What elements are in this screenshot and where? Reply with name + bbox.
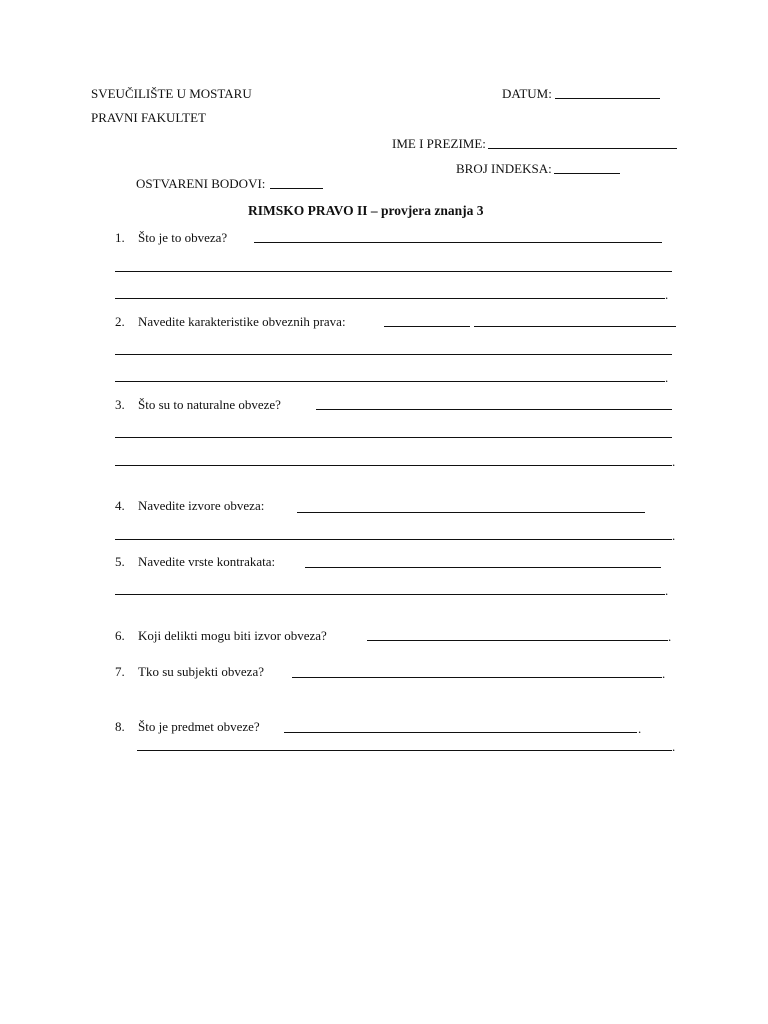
answer-line[interactable] (115, 354, 672, 355)
answer-line[interactable] (316, 409, 672, 410)
university-name: SVEUČILIŠTE U MOSTARU (91, 86, 252, 101)
question-number: 4. (115, 498, 125, 513)
name-field[interactable] (488, 148, 677, 149)
line-period: . (665, 370, 669, 385)
question-text: Tko su subjekti obveza? (138, 664, 264, 679)
date-label: DATUM: (502, 86, 552, 101)
question-text: Koji delikti mogu biti izvor obveza? (138, 628, 327, 643)
line-period: . (665, 583, 669, 598)
question-text: Što je to obveza? (138, 230, 228, 245)
answer-line[interactable] (284, 732, 637, 733)
answer-line[interactable] (115, 437, 672, 438)
question-number: 7. (115, 664, 125, 679)
answer-line[interactable] (474, 326, 676, 327)
question-number: 8. (115, 719, 125, 734)
points-label: OSTVARENI BODOVI: (136, 176, 266, 191)
line-period: . (668, 629, 672, 644)
page-title: RIMSKO PRAVO II – provjera znanja 3 (248, 203, 484, 218)
line-period: . (672, 739, 676, 754)
name-label: IME I PREZIME: (392, 136, 486, 151)
line-period: . (672, 528, 676, 543)
question-number: 5. (115, 554, 125, 569)
question-text: Što su to naturalne obveze? (138, 397, 281, 412)
answer-line[interactable] (292, 677, 662, 678)
answer-line[interactable] (137, 750, 672, 751)
question-number: 6. (115, 628, 125, 643)
index-field[interactable] (554, 173, 620, 174)
question-text: Navedite vrste kontrakata: (138, 554, 276, 569)
answer-line[interactable] (254, 242, 662, 243)
points-field[interactable] (270, 188, 323, 189)
line-period: . (665, 287, 669, 302)
line-period: . (662, 666, 666, 681)
answer-line[interactable] (115, 271, 672, 272)
answer-line[interactable] (115, 539, 672, 540)
date-field[interactable] (555, 98, 660, 99)
question-number: 3. (115, 397, 125, 412)
faculty-name: PRAVNI FAKULTET (91, 110, 206, 125)
answer-line[interactable] (367, 640, 668, 641)
question-text: Što je predmet obveze? (138, 719, 260, 734)
answer-line[interactable] (115, 298, 665, 299)
answer-line[interactable] (297, 512, 645, 513)
question-text: Navedite izvore obveza: (138, 498, 265, 513)
answer-line[interactable] (115, 381, 665, 382)
line-period: . (672, 454, 676, 469)
question-number: 2. (115, 314, 125, 329)
answer-line[interactable] (384, 326, 470, 327)
answer-line[interactable] (115, 594, 665, 595)
answer-line[interactable] (305, 567, 661, 568)
question-text: Navedite karakteristike obveznih prava: (138, 314, 346, 329)
index-label: BROJ INDEKSA: (456, 161, 552, 176)
answer-line[interactable] (115, 465, 672, 466)
question-number: 1. (115, 230, 125, 245)
line-period: . (638, 721, 642, 736)
